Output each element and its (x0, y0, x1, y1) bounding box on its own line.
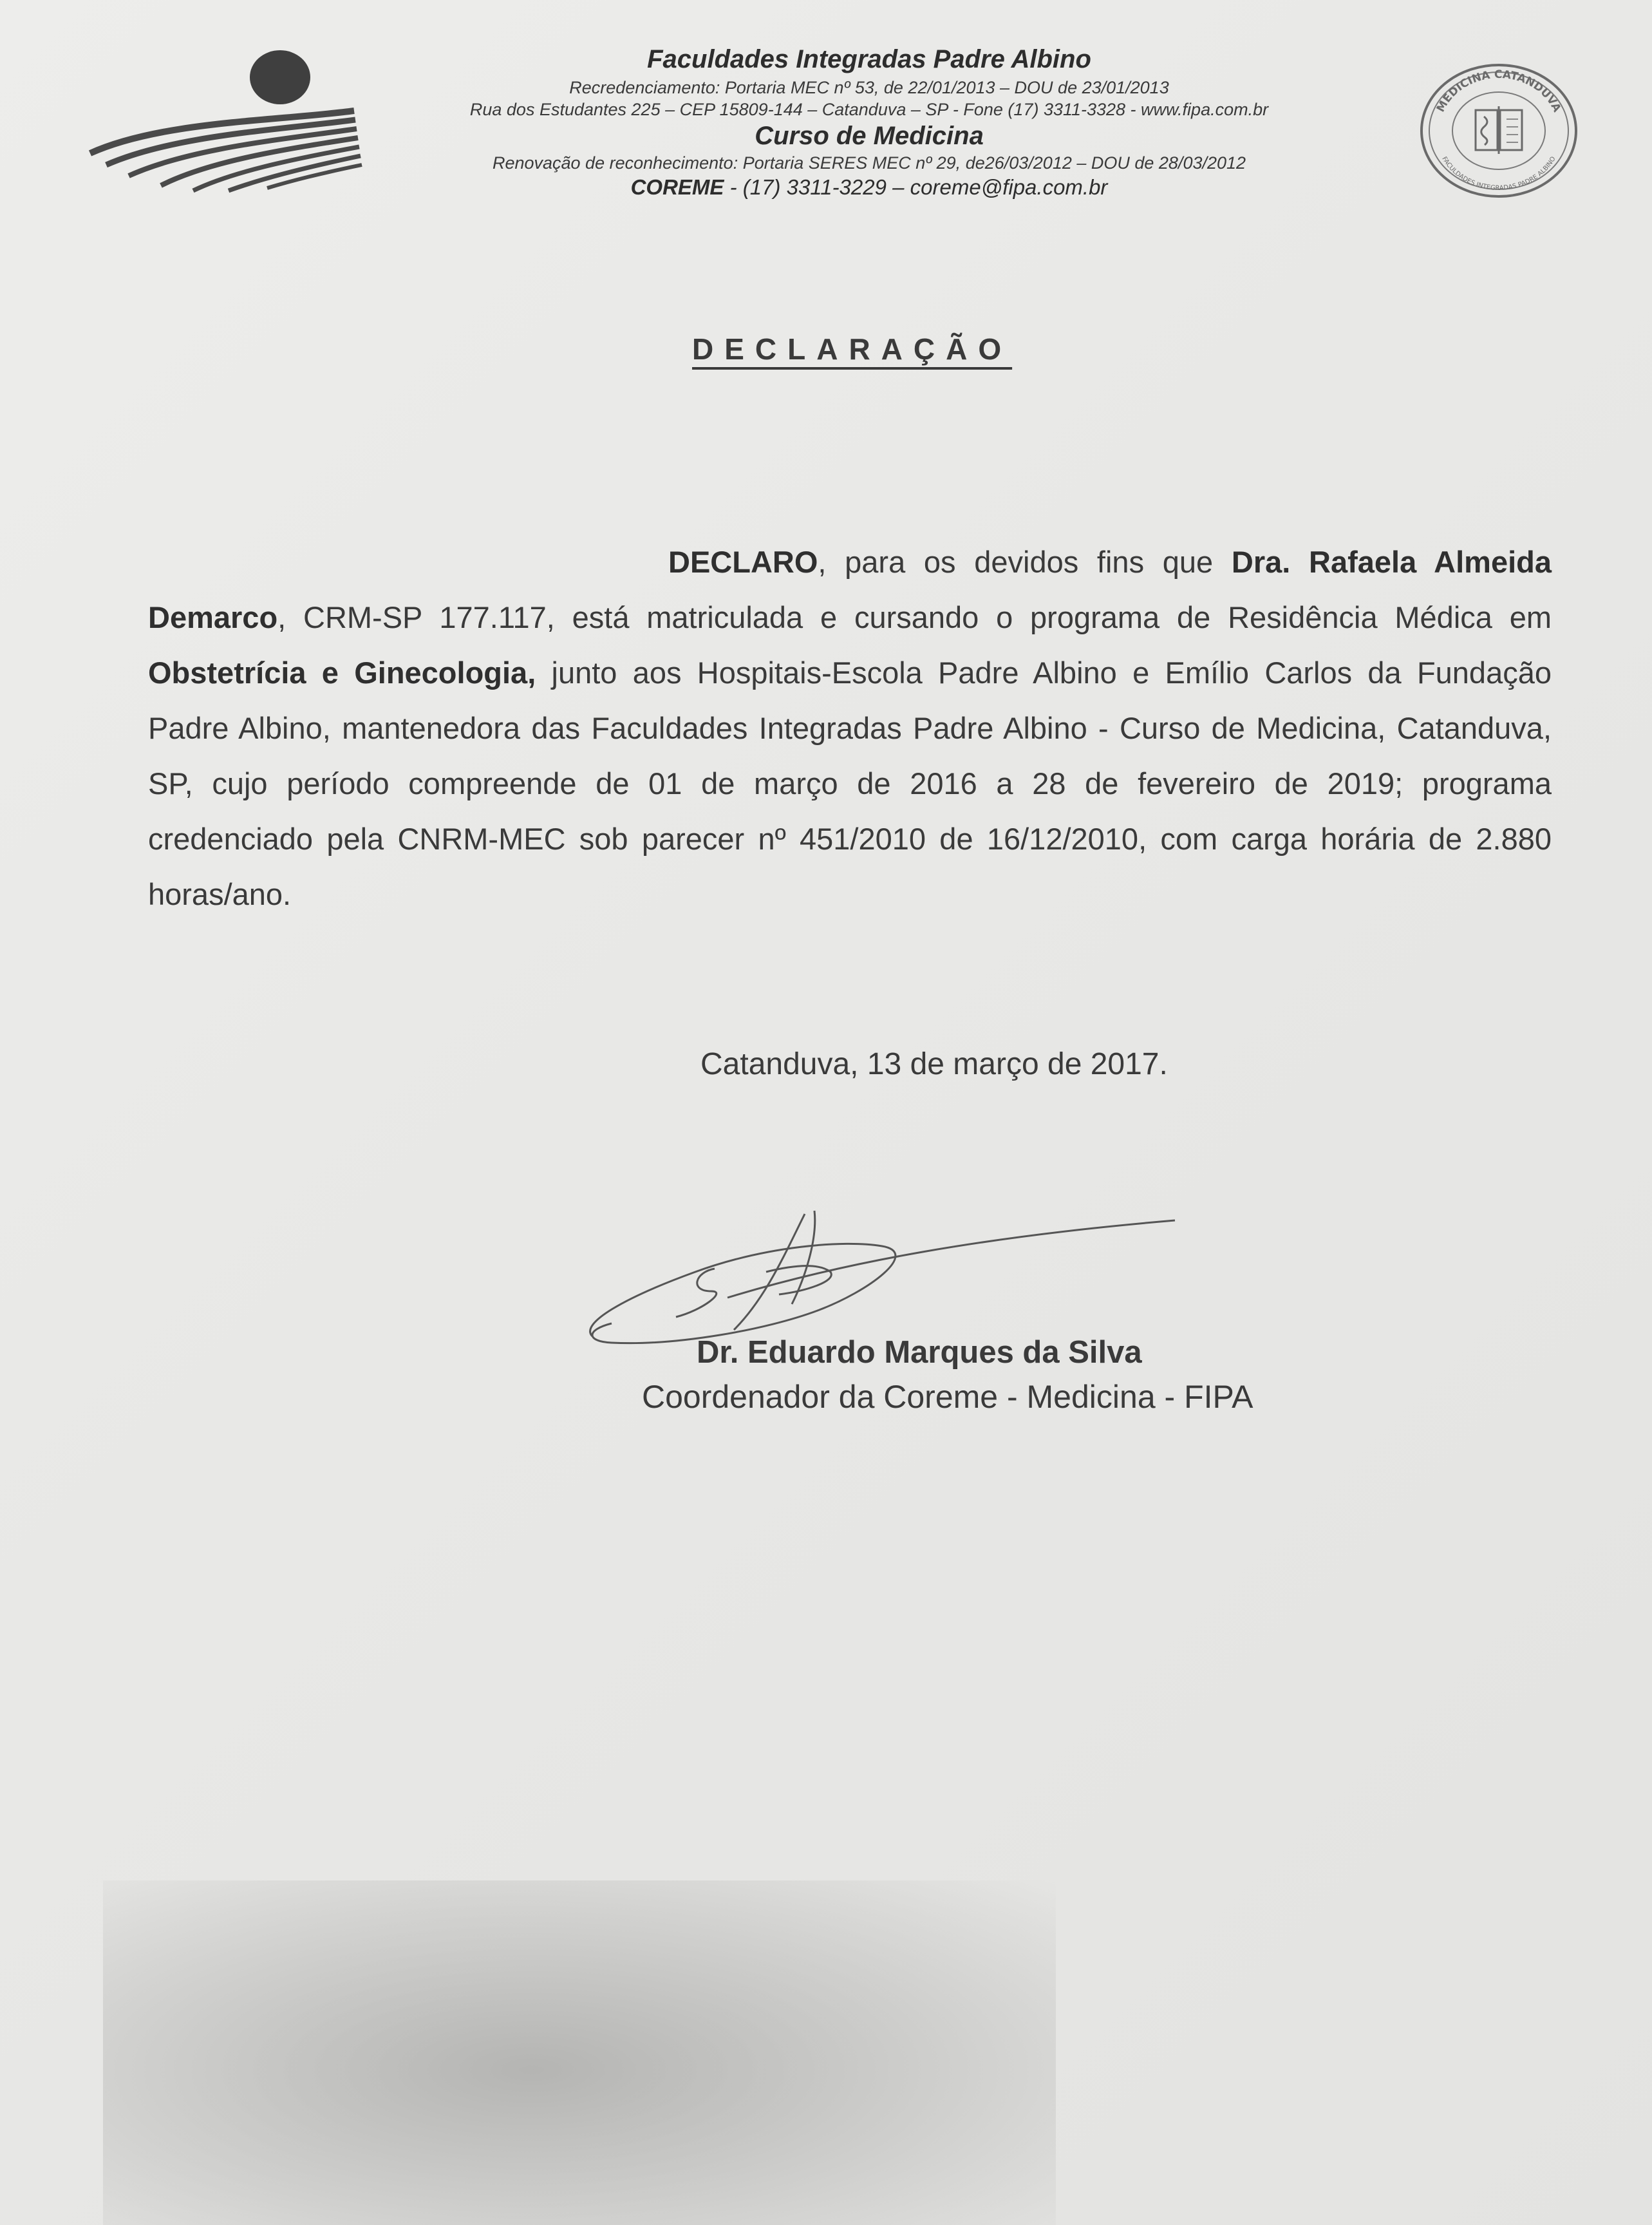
institution-name: Faculdades Integradas Padre Albino (647, 45, 1091, 73)
fipa-logo (84, 39, 367, 193)
coreme-label: COREME (630, 175, 724, 199)
svg-text:MEDICINA CATANDUVA: MEDICINA CATANDUVA (1434, 68, 1564, 115)
program-name: Obstetrícia e Ginecologia, (148, 656, 536, 690)
signer-name: Dr. Eduardo Marques da Silva (697, 1335, 1142, 1370)
course-name: Curso de Medicina (755, 122, 984, 150)
photo-shadow (103, 1880, 1056, 2225)
student-name: Dra. Rafaela Almeida Demarco (148, 545, 1552, 634)
medicina-seal (1416, 61, 1581, 200)
declaro-word: DECLARO (668, 545, 818, 579)
coreme-line (386, 175, 1352, 200)
declaration-body: DECLARO, para os devidos fins que Dra. Rafaela Almeida Demarco, CRM-SP 177.117, está matriculada e cursando o programa de Residência Médica em Obstetrícia e Ginecologia, junto aos Hospitais-Escola Padre Albino e Emílio Carlos da Fundação Padre Albino, mantenedora das Faculdades Integradas Padre Albino - Curso de Medicina, Catanduva, SP, cujo período compreende de 01 de março de 2016 a 28 de fevereiro de 2019; programa credenciado pela CNRM-MEC sob parecer nº 451/2010 de 16/12/2010, com carga horária de 2.880 horas/ano. (148, 545, 1552, 911)
document-title: DECLARAÇÃO (692, 332, 1013, 366)
letterhead (386, 45, 1352, 200)
address-line: Rua dos Estudantes 225 – CEP 15809-144 – Catanduva – SP - Fone (17) 3311-3328 - www.fipa.com.br (469, 100, 1269, 119)
recredenciamento-line: Recredenciamento: Portaria MEC nº 53, de 22/01/2013 – DOU de 23/01/2013 (569, 78, 1169, 97)
coreme-contact: - (17) 3311-3229 – coreme@fipa.com.br (724, 175, 1108, 199)
svg-text:FACULDADES INTEGRADAS PADRE AL: FACULDADES INTEGRADAS PADRE ALBINO (1440, 155, 1557, 193)
place-and-date: Catanduva, 13 de março de 2017. (700, 1047, 1168, 1081)
renovacao-line: Renovação de reconhecimento: Portaria SERES MEC nº 29, de26/03/2012 – DOU de 28/03/2012 (492, 153, 1246, 173)
signer-role: Coordenador da Coreme - Medicina - FIPA (642, 1379, 1253, 1415)
